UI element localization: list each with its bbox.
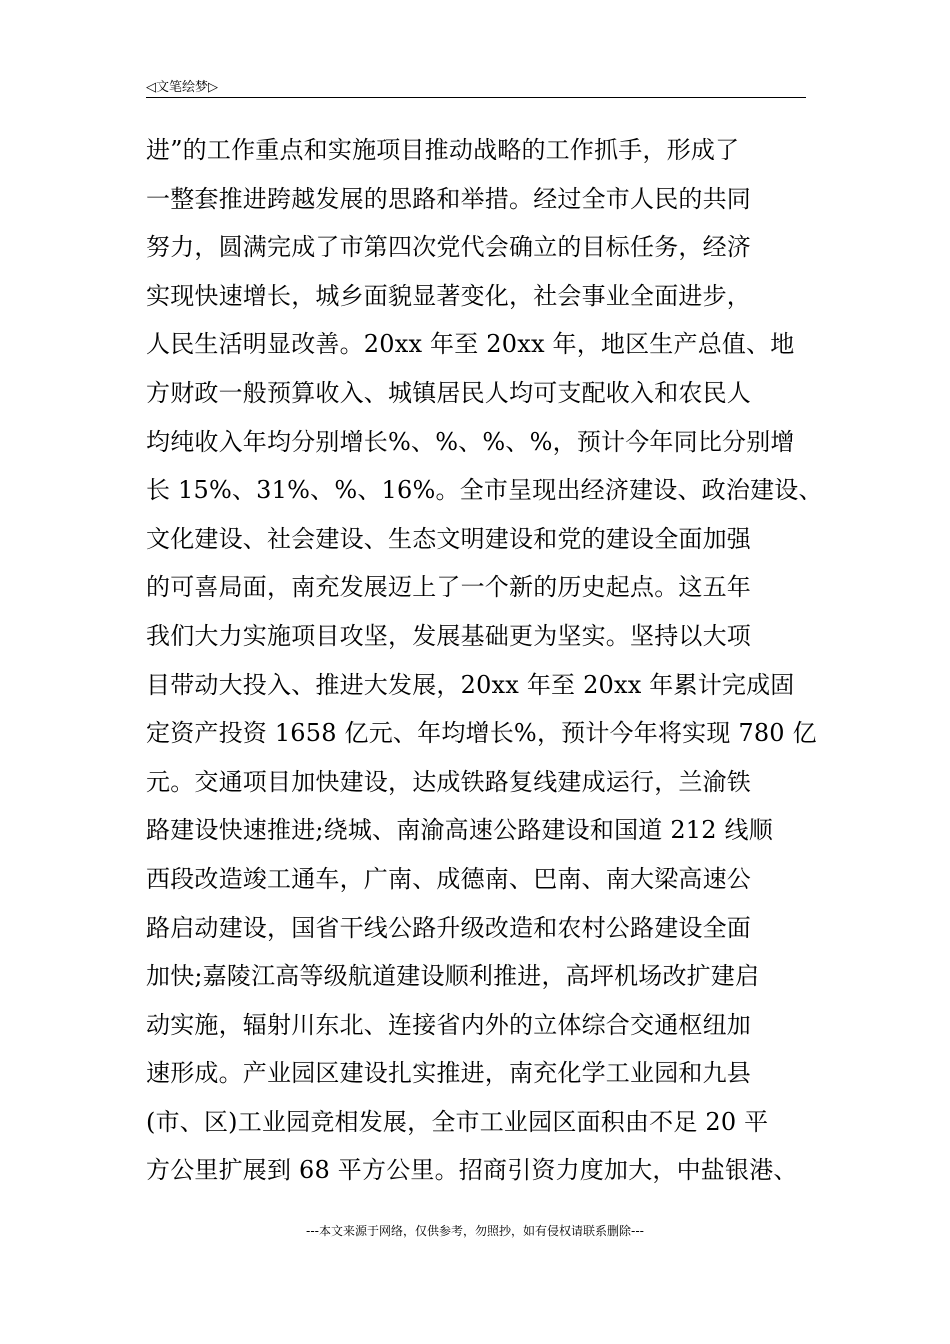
text-line: 动实施，辐射川东北、连接省内外的立体综合交通枢纽加: [146, 1010, 751, 1039]
text-line: (市、区)工业园竞相发展，全市工业园区面积由不足 20 平: [146, 1107, 769, 1136]
text-line: 文化建设、社会建设、生态文明建设和党的建设全面加强: [146, 524, 751, 553]
text-line: 元。交通项目加快建设，达成铁路复线建成运行，兰渝铁: [146, 767, 751, 796]
text-line: 路启动建设，国省干线公路升级改造和农村公路建设全面: [146, 913, 751, 942]
text-line: 西段改造竣工通车，广南、成德南、巴南、南大梁高速公: [146, 864, 751, 893]
text-line: 方财政一般预算收入、城镇居民人均可支配收入和农民人: [146, 378, 751, 407]
footer-disclaimer: ---本文来源于网络，仅供参考，勿照抄，如有侵权请联系删除---: [306, 1224, 644, 1238]
text-line: 努力，圆满完成了市第四次党代会确立的目标任务，经济: [146, 233, 751, 262]
header-title: ◁文笔绘梦▷: [146, 80, 218, 95]
header-divider: [146, 97, 806, 98]
text-line: 均纯收入年均分别增长%、%、%、%，预计今年同比分别增: [146, 427, 795, 456]
text-line: 我们大力实施项目攻坚，发展基础更为坚实。坚持以大项: [146, 621, 751, 650]
text-line: 目带动大投入、推进大发展，20xx 年至 20xx 年累计完成固: [146, 670, 795, 699]
text-line: 加快;嘉陵江高等级航道建设顺利推进，高坪机场改扩建启: [146, 962, 760, 991]
text-line: 实现快速增长，城乡面貌显著变化，社会事业全面进步，: [146, 281, 751, 310]
text-line: 的可喜局面，南充发展迈上了一个新的历史起点。这五年: [146, 573, 751, 602]
text-line: 一整套推进跨越发展的思路和举措。经过全市人民的共同: [146, 184, 751, 213]
text-line: 速形成。产业园区建设扎实推进，南充化学工业园和九县: [146, 1059, 751, 1088]
body-text: [146, 126, 836, 1195]
text-line: 人民生活明显改善。20xx 年至 20xx 年，地区生产总值、地: [146, 330, 795, 359]
text-line: 长 15%、31%、%、16%。全市呈现出经济建设、政治建设、: [146, 476, 823, 505]
text-line: 进”的工作重点和实施项目推动战略的工作抓手，形成了: [146, 136, 740, 164]
text-line: 定资产投资 1658 亿元、年均增长%，预计今年将实现 780 亿: [146, 719, 817, 748]
text-line: 方公里扩展到 68 平方公里。招商引资力度加大，中盐银港、: [146, 1156, 798, 1185]
text-line: 路建设快速推进;绕城、南渝高速公路建设和国道 212 线顺: [146, 816, 773, 845]
